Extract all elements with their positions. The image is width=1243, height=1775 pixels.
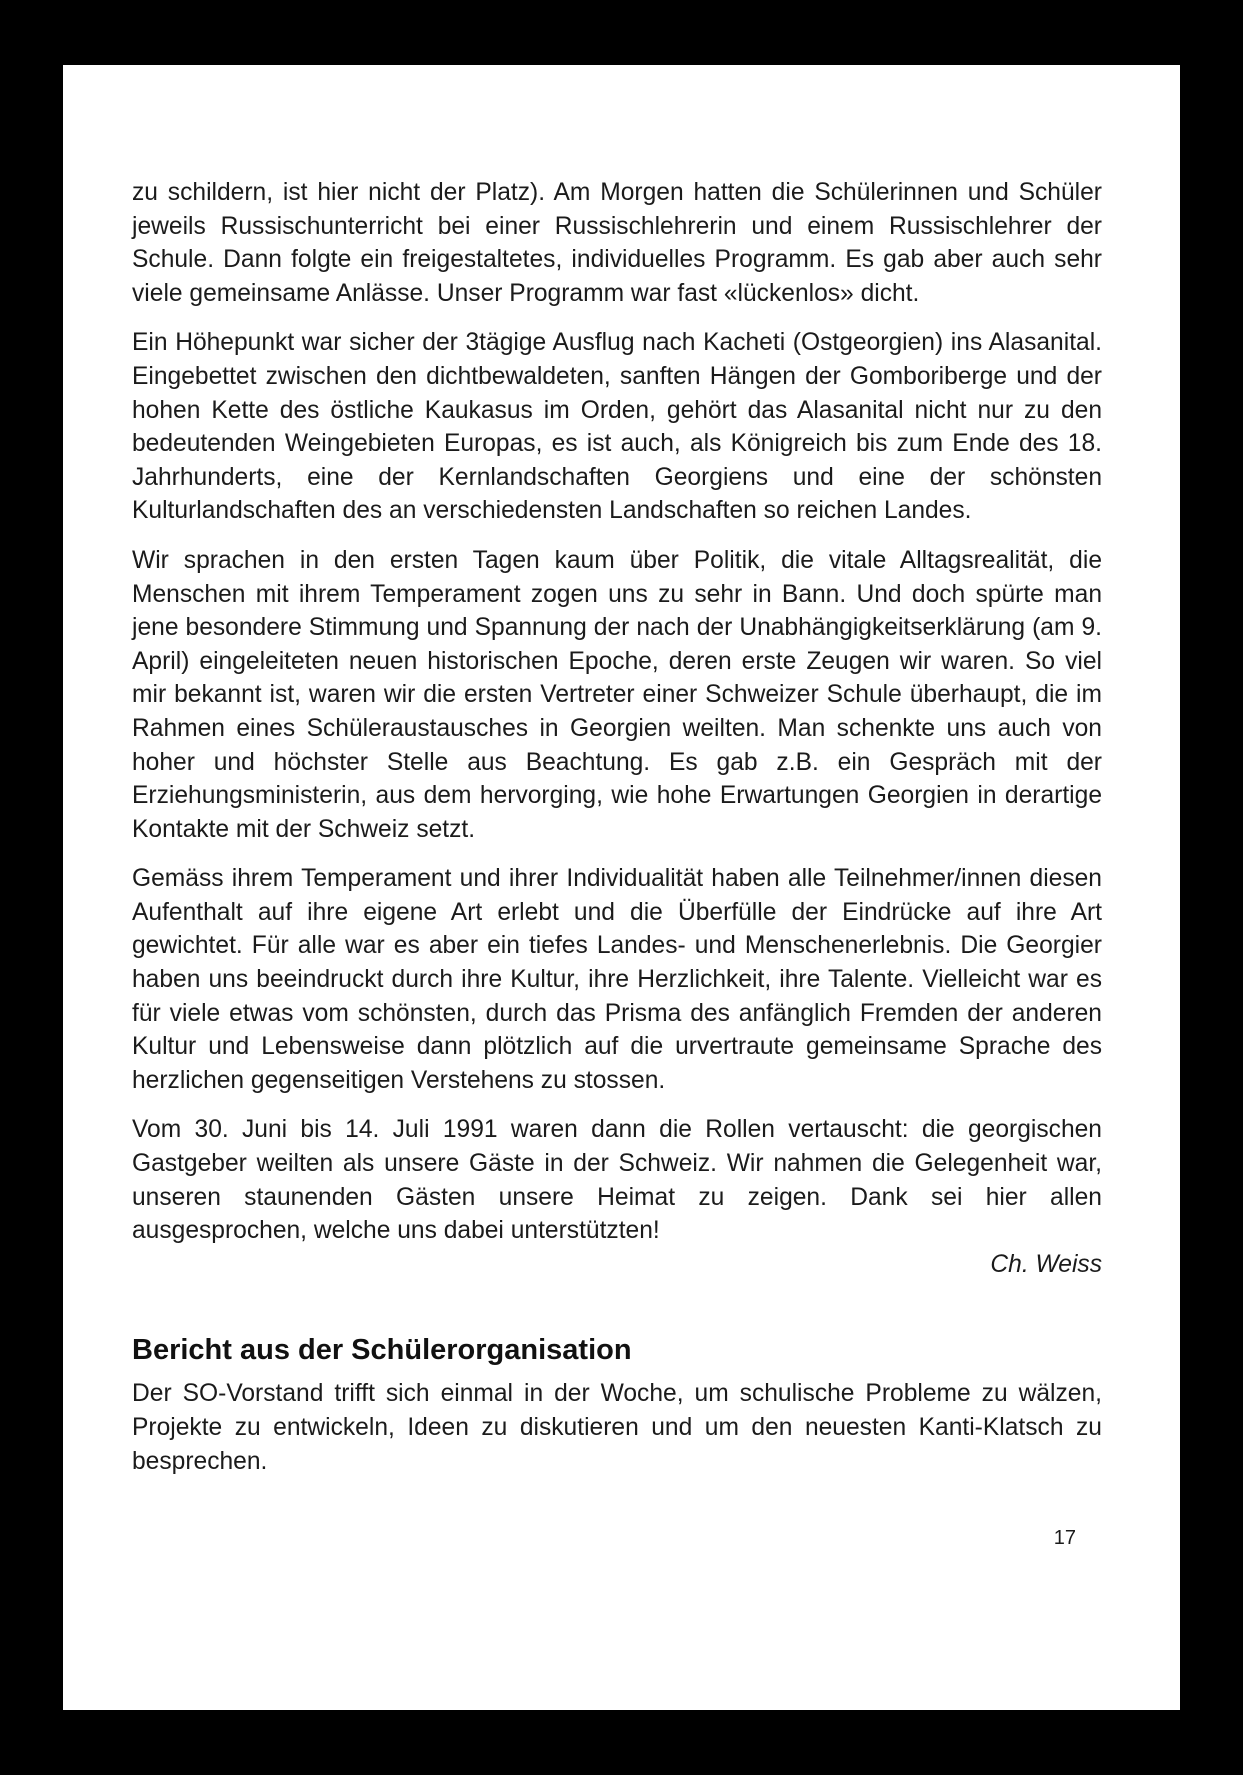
page-content — [132, 176, 1102, 1494]
article-paragraph-4: Gemäss ihrem Temperament und ihrer Individualität haben alle Teilnehmer/innen diesen Aufenthalt auf ihre eigene Art erlebt und die Überfülle der Eindrücke auf ihre Art gewichtet. Für alle war es aber ein tiefes Landes- und Menschenerlebnis. Die Georgier haben uns beeindruckt durch ihre Kultur, ihre Herzlichkeit, ihre Talente. Vielleicht war es für viele etwas vom schönsten, durch das Prisma des anfänglich Fremden der anderen Kultur und Lebensweise dann plötzlich auf die urvertraute gemeinsame Sprache des herzlichen gegenseitigen Verstehens zu stossen. — [132, 865, 1102, 1094]
article-paragraph-5: Vom 30. Juni bis 14. Juli 1991 waren dann die Rollen vertauscht: die georgischen Gastgeber weilten als unsere Gäste in der Schweiz. Wir nahmen die Gelegenheit war, unseren staunenden Gästen unsere Heimat zu zeigen. Dank sei hier allen ausgesprochen, welche uns dabei unterstützten! — [132, 1116, 1102, 1245]
article-paragraph-1: zu schildern, ist hier nicht der Platz). Am Morgen hatten die Schülerinnen und Schüler jeweils Russischunterricht bei einer Russischlehrerin und einem Russischlehrer der Schule. Dann folgte ein freigestaltetes, individuelles Programm. Es gab aber auch sehr viele gemeinsame Anlässe. Unser Programm war fast «lückenlos» dicht. — [132, 179, 1102, 307]
page-number: 17 — [1053, 1527, 1076, 1549]
section-heading: Bericht aus der Schülerorganisation — [132, 1334, 632, 1367]
document-page — [63, 65, 1180, 1710]
section-paragraph: Der SO-Vorstand trifft sich einmal in der Woche, um schulische Probleme zu wälzen, Projekte zu entwickeln, Ideen zu diskutieren und um den neuesten Kanti-Klatsch zu besprechen. — [132, 1380, 1102, 1475]
author-signature: Ch. Weiss — [990, 1250, 1102, 1278]
article-paragraph-2: Ein Höhepunkt war sicher der 3tägige Ausflug nach Kacheti (Ostgeorgien) ins Alasanital. Eingebettet zwischen den dichtbewaldeten, sanften Hängen der Gomboriberge und der hohen Kette des östliche Kaukasus im Orden, gehört das Alasanital nicht nur zu den bedeutenden Weingebieten Europas, es ist auch, als Königreich bis zum Ende des 18. Jahrhunderts, eine der Kernlandschaften Georgiens und eine der schönsten Kulturlandschaften des an verschiedensten Landschaften so reichen Landes. — [132, 329, 1102, 525]
article-paragraph-3: Wir sprachen in den ersten Tagen kaum über Politik, die vitale Alltagsrealität, die Menschen mit ihrem Temperament zogen uns zu sehr in Bann. Und doch spürte man jene besondere Stimmung und Spannung der nach der Unabhängigkeitserklärung (am 9. April) eingeleiteten neuen historischen Epoche, deren erste Zeugen wir waren. So viel mir bekannt ist, waren wir die ersten Vertreter einer Schweizer Schule überhaupt, die im Rahmen eines Schüleraustausches in Georgien weilten. Man schenkte uns auch von hoher und höchster Stelle aus Beachtung. Es gab z.B. ein Gespräch mit der Erziehungsministerin, aus dem hervorging, wie hohe Erwartungen Georgien in derartige Kontakte mit der Schweiz setzt. — [132, 546, 1102, 843]
